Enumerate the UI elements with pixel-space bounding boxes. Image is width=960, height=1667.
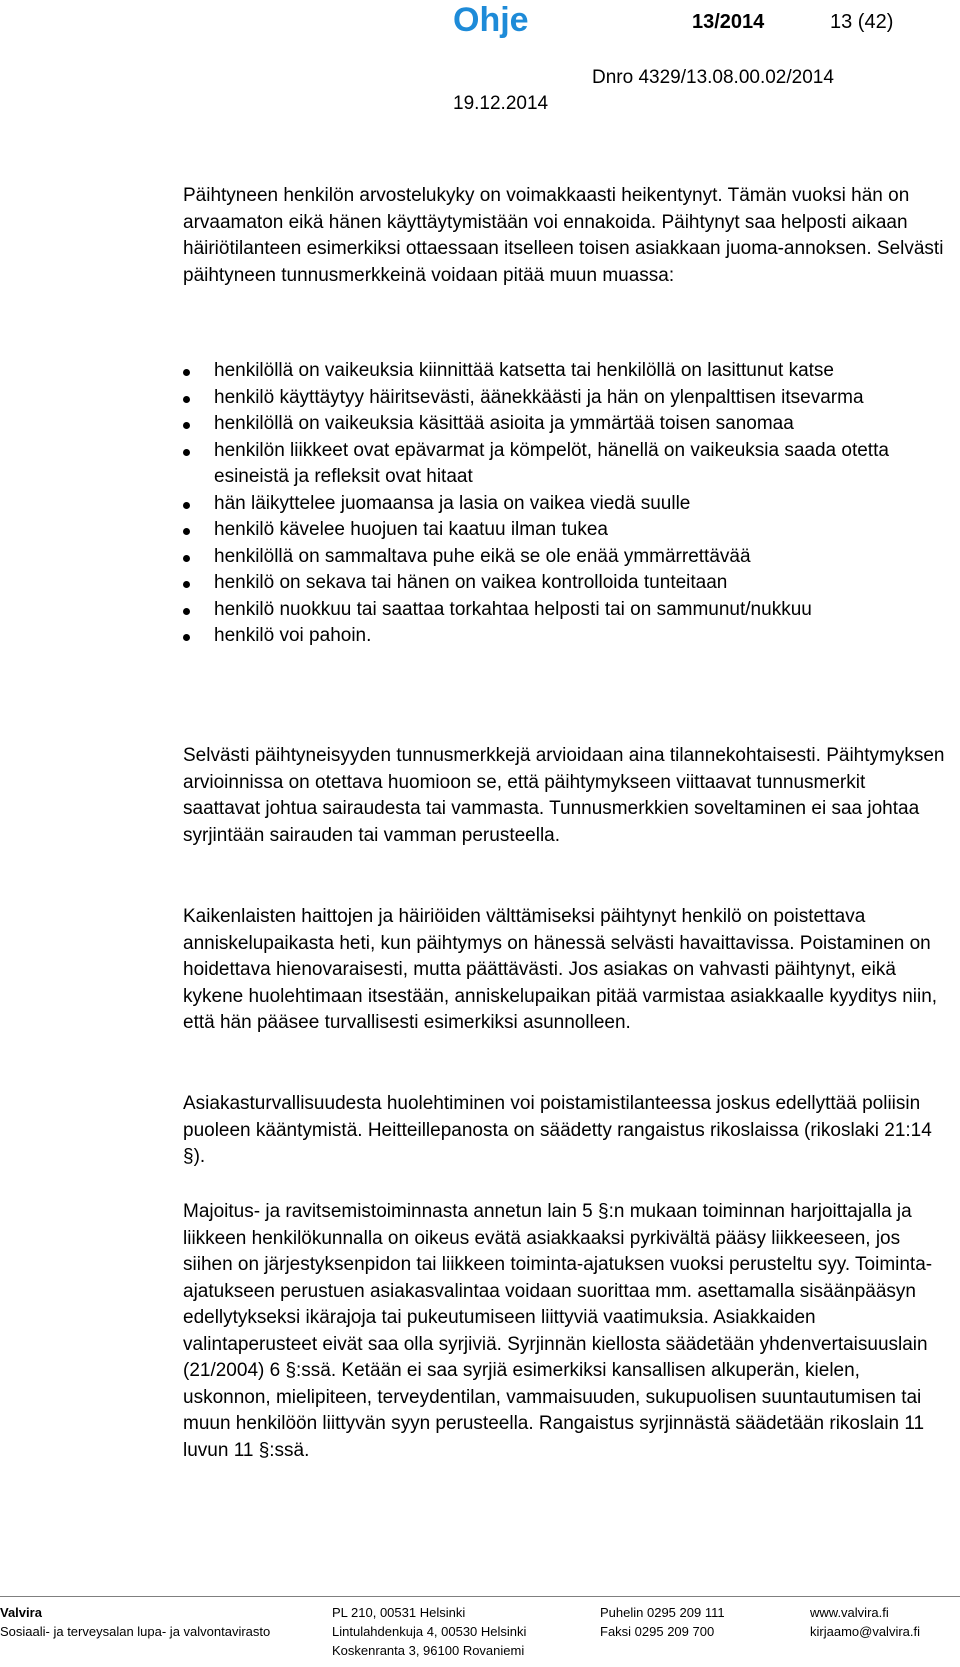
intro-paragraph: Päihtyneen henkilön arvostelukyky on voimakkaasti heikentynyt. Tämän vuoksi hän on arvaamaton eikä hänen käyttäytymistään voi ennakoida. Päihtynyt saa helposti aikaan häiriötilanteen esimerkiksi ottaessaan itselleen toisen asiakkaan juoma-annoksen. Selvästi päihtyneen tunnusmerkkeinä voidaan pitää muun muassa: [183, 185, 944, 286]
symptom-list [183, 358, 945, 650]
paragraph-removal: Kaikenlaisten haittojen ja häiriöiden välttämiseksi päihtynyt henkilö on poistettava anniskelupaikasta heti, kun päihtymys on hänessä selvästi havaittavissa. Poistaminen on hoidettava hienovaraisesti, mutta päättävästi. Jos asiakas on vahvasti päihtynyt, eikä kykene huolehtimaan itsestään, anniskelupaikan pitää varmistaa asiakkaalle kyyditys niin, että hän pääsee turvallisesti esimerkiksi asunnolleen. [183, 906, 938, 1033]
list-item: hän läikyttelee juomaansa ja lasia on vaikea viedä suulle [183, 491, 945, 518]
org-full-name: Sosiaali- ja terveysalan lupa- ja valvontavirasto [0, 1624, 271, 1639]
email-link[interactable]: kirjaamo@valvira.fi [810, 1624, 920, 1639]
list-item: henkilöllä on vaikeuksia käsittää asioita ja ymmärtää toisen sanomaa [183, 411, 945, 438]
list-item: henkilö nuokkuu tai saattaa torkahtaa helposti tai on sammunut/nukkuu [183, 597, 945, 624]
record-number: Dnro 4329/13.08.00.02/2014 [592, 67, 834, 88]
document-title: Ohje [453, 1, 529, 39]
list-item: henkilö kävelee huojuen tai kaatuu ilman tukea [183, 517, 945, 544]
paragraph-police: Asiakasturvallisuudesta huolehtiminen voi poistamistilanteessa joskus edellyttää poliisin puoleen kääntymistä. Heitteillepanosta on säädetty rangaistus rikoslaissa (rikoslaki 21:14 §). [183, 1093, 932, 1167]
footer-org [0, 1603, 270, 1641]
phone-number: Puhelin 0295 209 111 [600, 1605, 725, 1620]
website-link[interactable]: www.valvira.fi [810, 1605, 889, 1620]
page-number: 13 (42) [830, 11, 894, 33]
list-item: henkilöllä on sammaltava puhe eikä se ole enää ymmärrettävää [183, 544, 945, 571]
document-number: 13/2014 [692, 11, 765, 33]
list-item: henkilö käyttäytyy häiritsevästi, äänekkäästi ja hän on ylenpalttisen itsevarma [183, 385, 945, 412]
list-item: henkilön liikkeet ovat epävarmat ja kömpelöt, hänellä on vaikeuksia saada otetta esineistä ja refleksit ovat hitaat [183, 438, 945, 491]
org-name: Valvira [0, 1605, 42, 1620]
fax-number: Faksi 0295 209 700 [600, 1624, 715, 1639]
footer-addresses [332, 1603, 526, 1660]
paragraph-assessment: Selvästi päihtyneisyyden tunnusmerkkejä arvioidaan aina tilannekohtaisesti. Päihtymyksen arvioinnissa on otettava huomioon se, että päihtymykseen viittaavat tunnusmerkit saattavat johtua sairaudesta tai vammasta. Tunnusmerkkien soveltaminen ei saa johtaa syrjintään sairauden tai vamman perusteella. [183, 745, 945, 846]
paragraph-discrimination: Majoitus- ja ravitsemistoiminnasta annetun lain 5 §:n mukaan toiminnan harjoittajalla ja liikkeen henkilökunnalla on oikeus evätä asiakkaaksi pyrkivältä pääsy liikkeeseen, jos siihen on järjestyksenpidon tai liikkeen toiminta-ajatuksen vuoksi perusteltu syy. Toiminta-ajatukseen perustuen asiakasvalintaa voidaan suorittaa mm. asettamalla sisäänpääsyn edellytykseksi ikärajoja tai pukeutumiseen liittyviä vaatimuksia. Asiakkaiden valintaperusteet eivät saa olla syrjiviä. Syrjinnän kiellosta säädetään yhdenvertaisuuslain (21/2004) 6 §:ssä. Ketään ei saa syrjiä esimerkiksi kansallisen alkuperän, kielen, uskonnon, mielipiteen, terveydentilan, vammaisuuden, sukupuolisen suuntautumisen tai muun henkilöön liittyvän syyn perusteella. Rangaistus syrjinnästä säädetään rikoslain 11 luvun 11 §:ssä. [183, 1201, 933, 1461]
address-line: PL 210, 00531 Helsinki [332, 1605, 466, 1620]
address-line: Lintulahdenkuja 4, 00530 Helsinki [332, 1624, 527, 1639]
footer-divider [0, 1596, 960, 1597]
address-line: Koskenranta 3, 96100 Rovaniemi [332, 1643, 525, 1658]
footer-phones [600, 1603, 725, 1641]
footer-contacts [810, 1603, 920, 1641]
list-item: henkilö voi pahoin. [183, 623, 945, 650]
document-date: 19.12.2014 [453, 93, 549, 114]
list-item: henkilö on sekava tai hänen on vaikea kontrolloida tunteitaan [183, 570, 945, 597]
list-item: henkilöllä on vaikeuksia kiinnittää katsetta tai henkilöllä on lasittunut katse [183, 358, 945, 385]
